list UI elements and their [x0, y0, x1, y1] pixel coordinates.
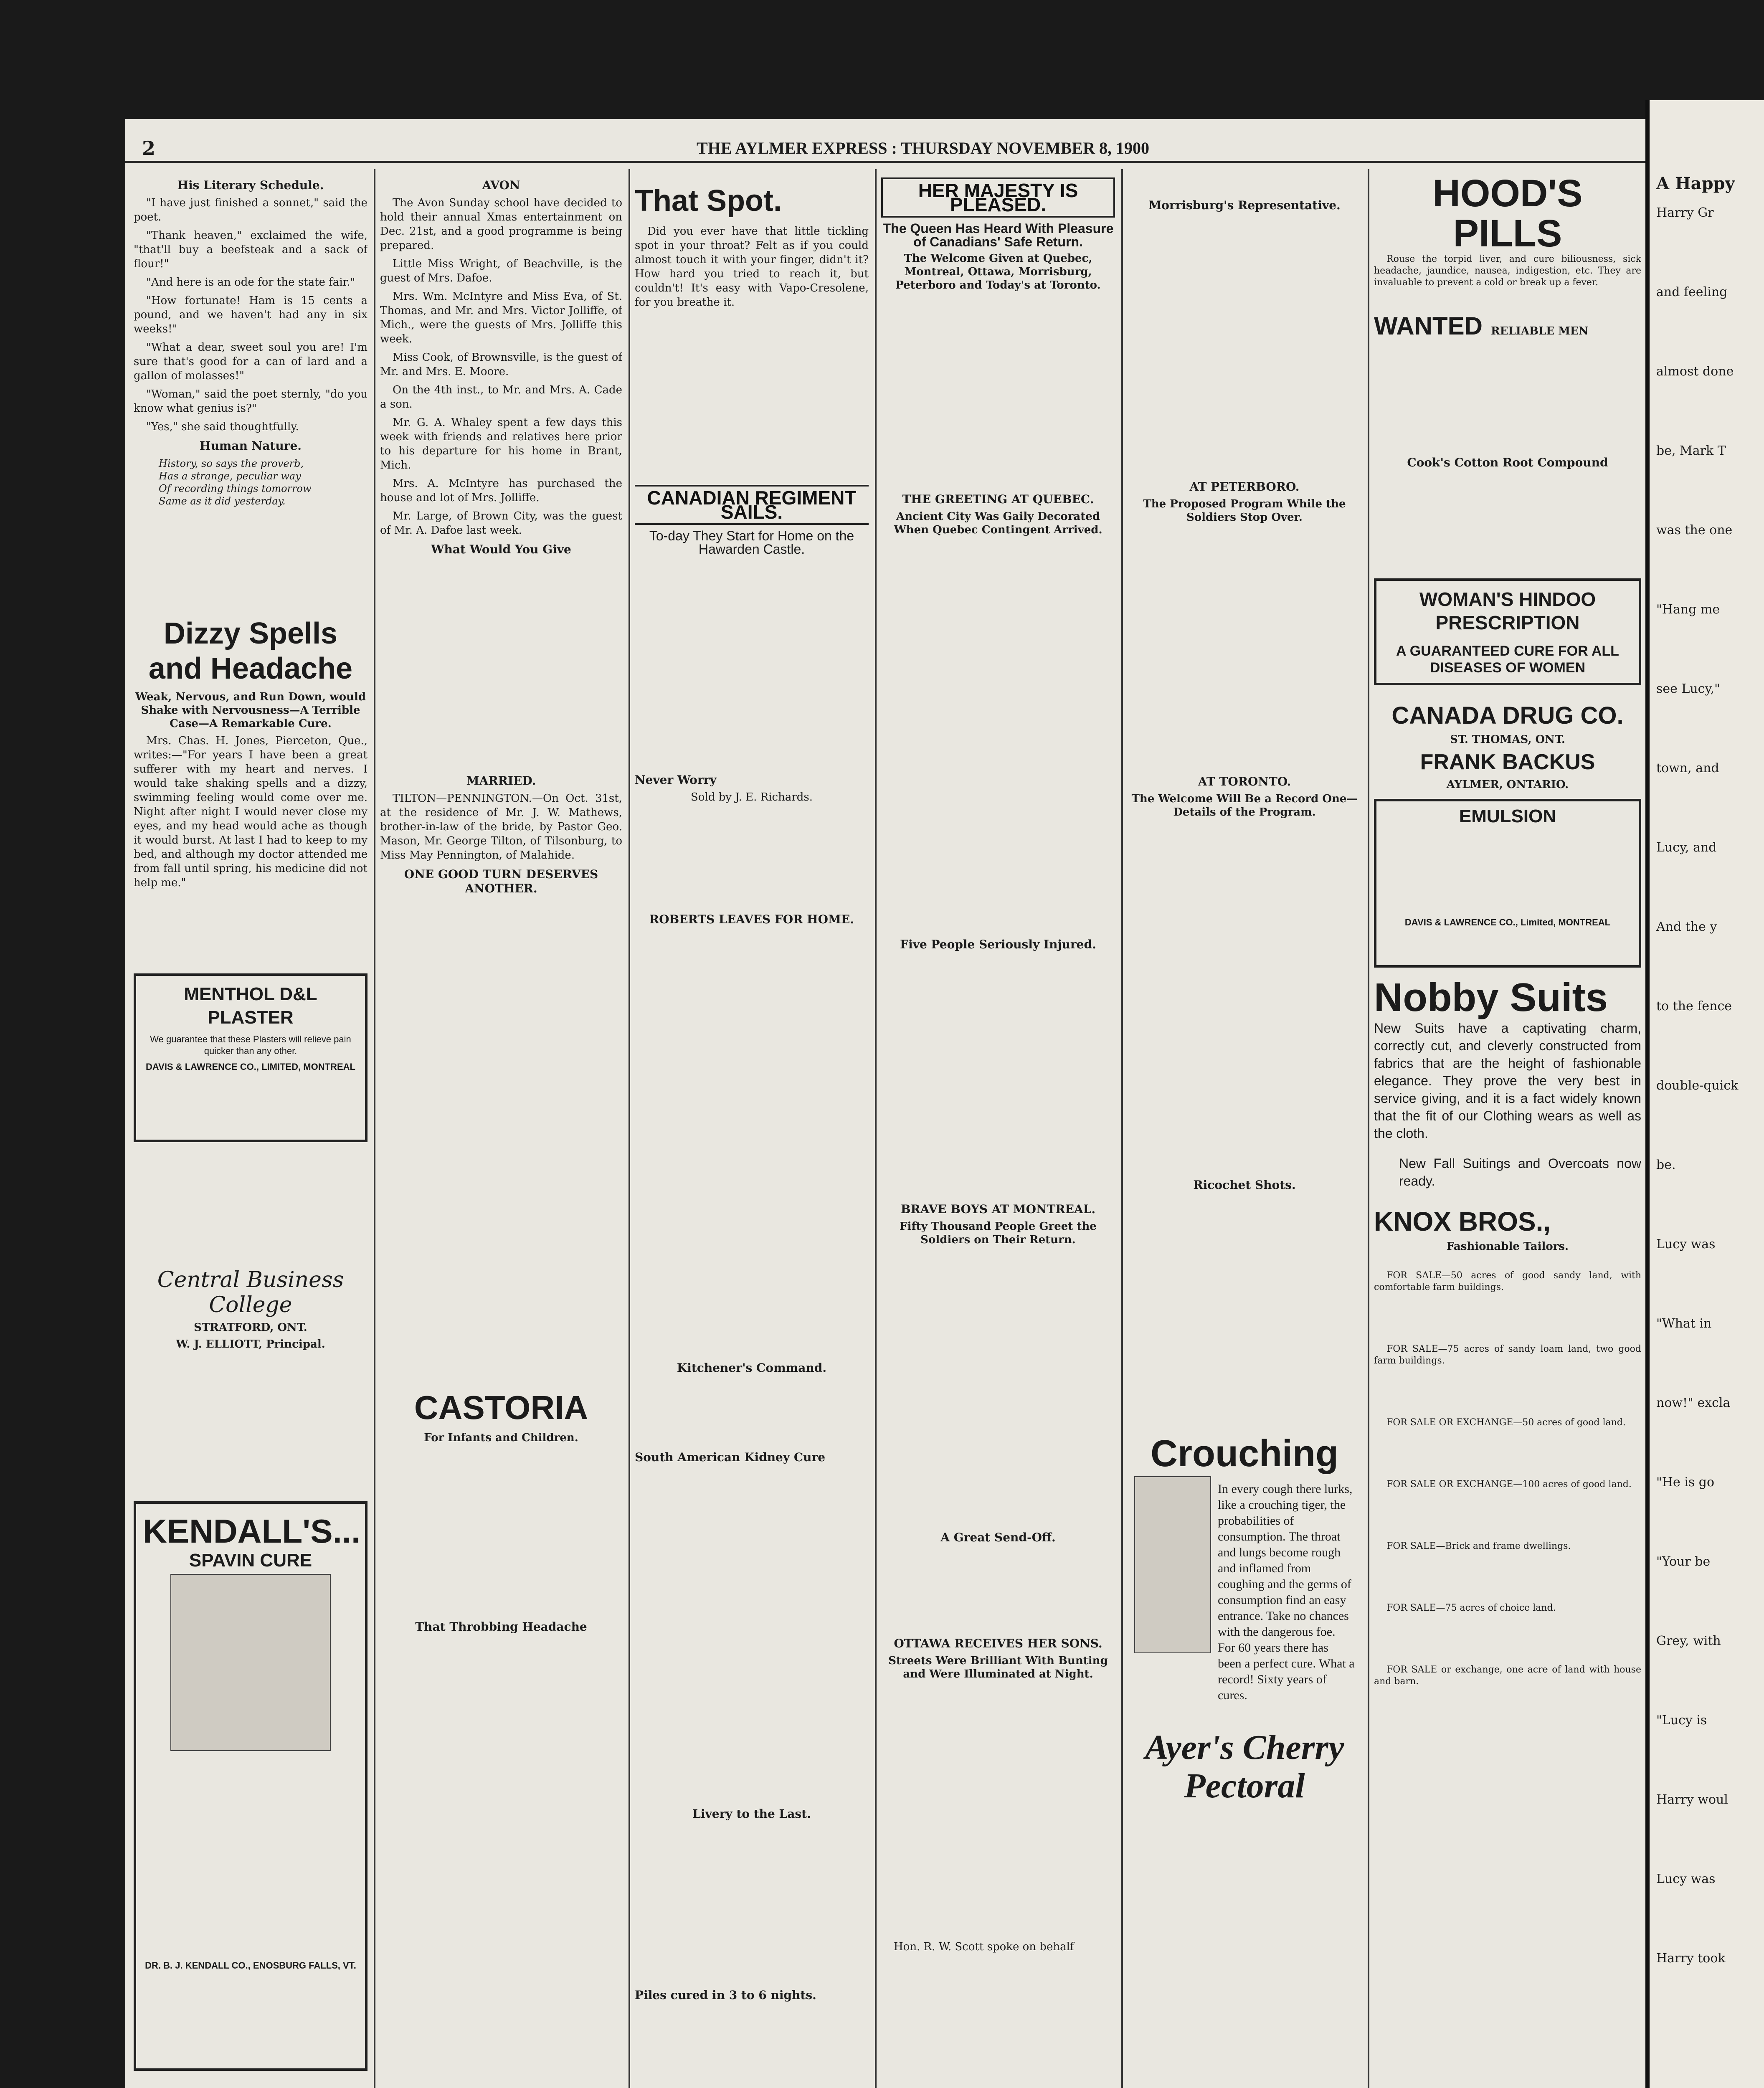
- column-3: [635, 173, 869, 2088]
- strip-line: "Hang me: [1656, 602, 1720, 617]
- strip-line: Harry took: [1656, 1951, 1726, 1966]
- horse-illustration: [170, 1574, 331, 1751]
- ad-hood-text: Rouse the torpid liver, and cure biliousness, sick headache, jaundice, nausea, indigestion, etc. They are invaluable to prevent a cold or break up a fever.: [1374, 254, 1641, 288]
- strip-line: and feeling: [1656, 285, 1728, 299]
- ad-dizzy-text: Mrs. Chas. H. Jones, Pierceton, Que., writes:—"For years I have been a great sufferer with my heart and nerves. I would take shaking spells and a dizzy, swimming feeling would come over me. Night after night I would never close my eyes, and my head would ache as though it would burst. At last I had to keep to my bed, and although my doctor attended me from fall until spring, his medicine did not help me.": [134, 735, 368, 889]
- tiger-illustration: [1134, 1476, 1211, 1653]
- married-title: MARRIED.: [466, 774, 536, 788]
- ad-menthol-title: MENTHOL D&L PLASTER: [184, 984, 317, 1028]
- poem-title: Human Nature.: [199, 439, 302, 453]
- sendoff-title: A Great Send-Off.: [940, 1531, 1056, 1544]
- for-sale-item: FOR SALE—75 acres of sandy loam land, two good farm buildings.: [1374, 1344, 1641, 1366]
- strip-line: double-quick: [1656, 1078, 1739, 1093]
- adjacent-page-strip: [1645, 100, 1764, 2088]
- ad-kendall-sub: SPAVIN CURE: [189, 1550, 312, 1571]
- story-line: "Yes," she said thoughtfully.: [146, 421, 299, 433]
- welcome-text: The Welcome Given at Quebec, Montreal, Ottawa, Morrisburg, Peterboro and Today's at Toronto.: [895, 252, 1101, 291]
- strip-line: was the one: [1656, 523, 1733, 537]
- wanted-title: WANTED: [1374, 312, 1483, 340]
- for-sale-item: FOR SALE OR EXCHANGE—100 acres of good land.: [1386, 1479, 1632, 1490]
- news-item: The Avon Sunday school have decided to hold their annual Xmas entertainment on Dec. 21st, and a good programme is being prepared.: [380, 197, 622, 252]
- drug-title: CANADA DRUG CO.: [1391, 702, 1624, 729]
- news-item: Mr. Large, of Brown City, was the guest of Mr. A. Dafoe last week.: [380, 510, 622, 537]
- womans-text: A GUARANTEED CURE FOR ALL DISEASES OF WOMEN: [1396, 643, 1619, 676]
- ad-kendall: [134, 1501, 368, 2071]
- ad-dizzy-title: Dizzy Spells and Headache: [148, 617, 353, 685]
- news-item: Mrs. Wm. McIntyre and Miss Eva, of St. Thomas, and Mr. and Mrs. Victor Jolliffe, of Mich., were the guests of Mrs. Jolliffe this week.: [380, 290, 622, 345]
- ottawa-sub: Streets Were Brilliant With Bunting and Were Illuminated at Night.: [888, 1655, 1108, 1680]
- ricochet-title: Ricochet Shots.: [1193, 1178, 1296, 1192]
- news-item: Mrs. A. McIntyre has purchased the house and lot of Mrs. Jolliffe.: [380, 477, 622, 504]
- column-2: [380, 173, 622, 2088]
- catarrh-title: What Would You Give: [431, 542, 571, 556]
- toronto-title: AT TORONTO.: [1198, 775, 1291, 788]
- news-item: Little Miss Wright, of Beachville, is the guest of Mrs. Dafoe.: [380, 258, 622, 284]
- story-line: "How fortunate! Ham is 15 cents a pound, and we haven't had any in six weeks!": [134, 294, 368, 335]
- strip-line: Harry Gr: [1656, 205, 1714, 220]
- strip-line: Lucy was: [1656, 1872, 1716, 1886]
- strip-line: "What in: [1656, 1316, 1712, 1331]
- poem-line: History, so says the proverb,: [159, 458, 304, 469]
- emulsion-title: EMULSION: [1459, 806, 1556, 826]
- for-sale-item: FOR SALE OR EXCHANGE—50 acres of good land.: [1386, 1417, 1626, 1428]
- ad-crouching: [1128, 1426, 1361, 2088]
- ad-crouching-title: Crouching: [1151, 1433, 1338, 1475]
- news-item: Miss Cook, of Brownsville, is the guest of Mr. and Mrs. E. Moore.: [380, 351, 622, 378]
- story-line: "Thank heaven," exclaimed the wife, "that'll buy a beefsteak and a sack of flour!": [134, 229, 368, 270]
- closing-line: Hon. R. W. Scott spoke on behalf: [894, 1941, 1074, 1953]
- strip-line: almost done: [1656, 364, 1734, 379]
- ad-spot-title: That Spot.: [635, 184, 782, 218]
- roberts-title: ROBERTS LEAVES FOR HOME.: [649, 912, 854, 926]
- for-sale-item: FOR SALE—50 acres of good sandy land, with comfortable farm buildings.: [1374, 1270, 1641, 1292]
- backus-place: AYLMER, ONTARIO.: [1446, 778, 1569, 791]
- womans-title: WOMAN'S HINDOO PRESCRIPTION: [1419, 588, 1596, 633]
- wanted-sub: RELIABLE MEN: [1490, 325, 1589, 337]
- strip-line: now!" excla: [1656, 1396, 1731, 1410]
- ad-spot-text: Did you ever have that little tickling spot in your throat? Felt as if you could almost touch it with your finger, didn't it? How hard you tried to reach it, but couldn't! It's easy with Vapo-Cresolene, for you breathe it.: [635, 225, 869, 309]
- column-1: [134, 173, 368, 2088]
- news-item: Mr. G. A. Whaley spent a few days this week with friends and relatives here prior to his departure for his home in Brant, Mich.: [380, 416, 622, 471]
- toronto-sub: The Welcome Will Be a Record One—Details of the Program.: [1131, 793, 1358, 818]
- ad-menthol-maker: DAVIS & LAWRENCE CO., LIMITED, MONTREAL: [146, 1062, 355, 1072]
- for-sale-item: FOR SALE—75 acres of choice land.: [1386, 1603, 1556, 1613]
- strip-line: And the y: [1656, 920, 1717, 934]
- ad-college-place: STRATFORD, ONT.: [194, 1321, 307, 1334]
- castoria-sub: For Infants and Children.: [424, 1432, 578, 1444]
- story-line: "What a dear, sweet soul you are! I'm sure that's good for a can of lard and a gallon of molasses!": [134, 341, 368, 382]
- strip-lines: [1650, 205, 1764, 1967]
- poem-line: Same as it did yesterday.: [159, 495, 286, 507]
- story-title: His Literary Schedule.: [177, 178, 324, 192]
- section-title: AVON: [482, 178, 520, 192]
- column-rule: [875, 169, 877, 2088]
- ad-hood-title: HOOD'S PILLS: [1432, 173, 1583, 255]
- strip-line: "He is go: [1656, 1475, 1715, 1490]
- regiment-sub: To-day They Start for Home on the Hawarden Castle.: [649, 528, 854, 557]
- ottawa-title: OTTAWA RECEIVES HER SONS.: [894, 1637, 1102, 1650]
- greeting-sub: Ancient City Was Gaily Decorated When Quebec Contingent Arrived.: [894, 510, 1102, 536]
- kidney-title: South American Kidney Cure: [635, 1450, 826, 1464]
- kitchener-title: Kitchener's Command.: [677, 1361, 827, 1375]
- poem-line: Of recording things tomorrow: [159, 483, 312, 494]
- regiment-title: CANADIAN REGIMENT SAILS.: [635, 485, 869, 525]
- greeting-title: THE GREETING AT QUEBEC.: [902, 492, 1094, 506]
- strip-title: A Happy: [1656, 174, 1735, 193]
- ad-college-principal: W. J. ELLIOTT, Principal.: [176, 1338, 325, 1351]
- page-number: 2: [142, 137, 156, 160]
- montreal-sub: Fifty Thousand People Greet the Soldiers on Their Return.: [900, 1220, 1097, 1246]
- injured-title: Five People Seriously Injured.: [900, 938, 1096, 951]
- strip-line: Grey, with: [1656, 1634, 1721, 1648]
- piles-title: Piles cured in 3 to 6 nights.: [635, 1988, 816, 2002]
- story-line: "I have just finished a sonnet," said the poet.: [134, 197, 368, 223]
- nobby-note: New Fall Suitings and Overcoats now ready.: [1399, 1156, 1641, 1188]
- knox-title: KNOX BROS.,: [1374, 1206, 1551, 1237]
- majesty-sub: The Queen Has Heard With Pleasure of Canadians' Safe Return.: [882, 221, 1114, 249]
- nobby-title: Nobby Suits: [1374, 975, 1608, 1020]
- one-good-title: ONE GOOD TURN DESERVES ANOTHER.: [404, 867, 598, 895]
- cotton-title: Cook's Cotton Root Compound: [1407, 456, 1608, 469]
- column-rule: [1121, 169, 1123, 2088]
- strip-line: Lucy, and: [1656, 840, 1717, 855]
- ad-kendall-maker: DR. B. J. KENDALL CO., ENOSBURG FALLS, VT.: [145, 1960, 356, 1971]
- ad-womans: [1374, 578, 1641, 685]
- story-line: "And here is an ode for the state fair.": [146, 276, 355, 289]
- married-text: TILTON—PENNINGTON.—On Oct. 31st, at the residence of Mr. J. W. Mathews, brother-in-law of the bride, by Pastor Geo. Mason, Mr. George Tilton, of Tilsonburg, to Miss May Pennington, of Malahide.: [380, 792, 622, 862]
- castoria-title: CASTORIA: [414, 1389, 588, 1426]
- column-rule: [1368, 169, 1369, 2088]
- ad-emulsion: [1374, 799, 1641, 968]
- column-5: [1128, 173, 1361, 2088]
- news-item: On the 4th inst., to Mr. and Mrs. A. Cade a son.: [380, 384, 622, 411]
- column-rule: [629, 169, 630, 2088]
- nobby-text: New Suits have a captivating charm, correctly cut, and cleverly constructed from fabrics that are the height of fashionable elegance. They prove the very best in service giving, and it is a fact widely known that the fit of our Clothing wears as well as the cloth.: [1374, 1021, 1641, 1141]
- peterboro-sub: The Proposed Program While the Soldiers Stop Over.: [1143, 498, 1346, 524]
- column-6: [1374, 173, 1641, 2088]
- drug-place: ST. THOMAS, ONT.: [1450, 733, 1565, 746]
- ad-ayer-title: Ayer's Cherry Pectoral: [1145, 1728, 1344, 1805]
- ad-kendall-title: KENDALL'S...: [143, 1513, 361, 1550]
- for-sale-item: FOR SALE—Brick and frame dwellings.: [1386, 1541, 1571, 1551]
- strip-line: Lucy was: [1656, 1237, 1716, 1252]
- liver-title: Livery to the Last.: [692, 1807, 811, 1821]
- poem-line: Has a strange, peculiar way: [159, 470, 301, 482]
- column-rule: [374, 169, 375, 2088]
- ad-college-title: Central Business College: [157, 1267, 344, 1318]
- headache-title: That Throbbing Headache: [415, 1620, 587, 1634]
- backus-title: FRANK BACKUS: [1420, 750, 1595, 774]
- strip-line: be.: [1656, 1158, 1676, 1172]
- strip-line: "Lucy is: [1656, 1713, 1707, 1728]
- morrisburg-title: Morrisburg's Representative.: [1148, 198, 1341, 212]
- ad-menthol: [134, 973, 368, 1142]
- poem-body: [159, 457, 368, 507]
- strip-line: "Your be: [1656, 1554, 1711, 1569]
- ad-crouching-text: In every cough there lurks, like a crouching tiger, the probabilities of consumption. The throat and lungs become rough and inflamed from coughing and the germs of consumption find an easy entrance. Take no chances with the dangerous foe. For 60 years there has been a perfect cure. What a record! Sixty years of cures.: [1218, 1482, 1355, 1702]
- majesty-title: HER MAJESTY IS PLEASED.: [881, 177, 1115, 218]
- column-4: [881, 173, 1115, 2088]
- masthead-title: THE AYLMER EXPRESS : THURSDAY NOVEMBER 8, 1900: [125, 136, 1721, 163]
- ad-menthol-text: We guarantee that these Plasters will relieve pain quicker than any other.: [150, 1034, 351, 1056]
- ad-dizzy-sub: Weak, Nervous, and Run Down, would Shake with Nervousness—A Terrible Case—A Remarkable Cure.: [135, 691, 366, 730]
- knox-sub: Fashionable Tailors.: [1446, 1240, 1569, 1253]
- peterboro-title: AT PETERBORO.: [1189, 480, 1300, 494]
- wanted-heading: [1374, 305, 1641, 347]
- sold-by: Sold by J. E. Richards.: [690, 791, 813, 803]
- never-worry-title: Never Worry: [635, 773, 717, 787]
- story-line: "Woman," said the poet sternly, "do you know what genius is?": [134, 388, 368, 415]
- montreal-title: BRAVE BOYS AT MONTREAL.: [900, 1202, 1096, 1216]
- for-sale-item: FOR SALE or exchange, one acre of land with house and barn.: [1374, 1665, 1641, 1687]
- strip-line: town, and: [1656, 761, 1719, 775]
- newspaper-page: [125, 119, 1721, 2088]
- strip-line: to the fence: [1656, 999, 1732, 1014]
- strip-line: be, Mark T: [1656, 443, 1726, 458]
- strip-line: Harry woul: [1656, 1792, 1728, 1807]
- emulsion-maker: DAVIS & LAWRENCE CO., Limited, MONTREAL: [1404, 917, 1611, 927]
- strip-line: see Lucy,": [1656, 682, 1720, 696]
